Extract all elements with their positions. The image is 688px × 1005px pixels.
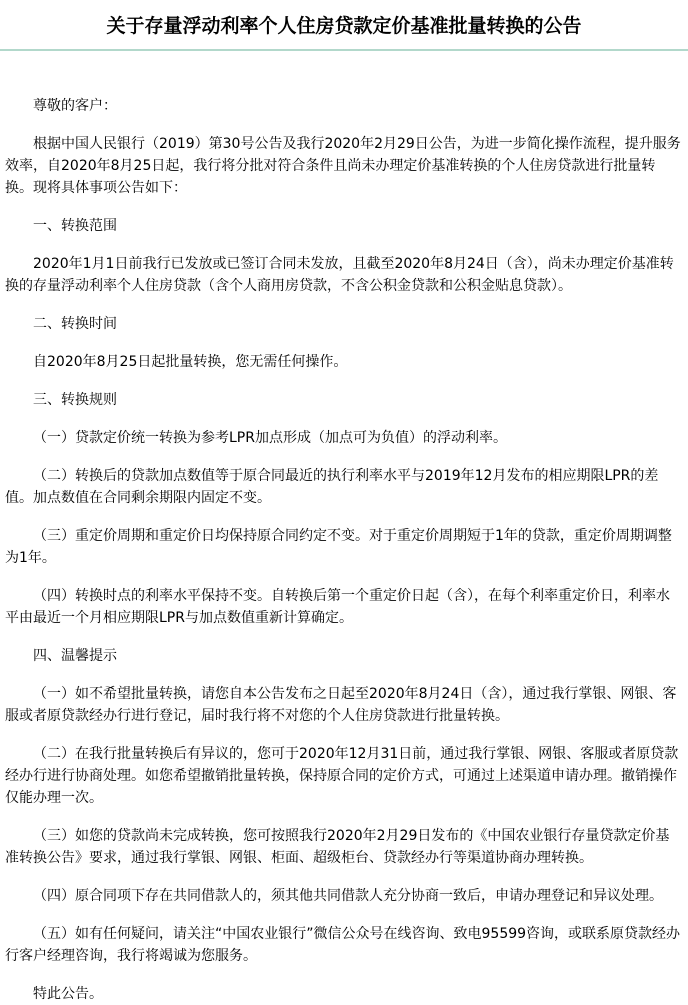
page-title: 关于存量浮动利率个人住房贷款定价基准批量转换的公告 [106,15,582,37]
paragraph: （五）如有任何疑问，请关注“中国农业银行”微信公众号在线咨询、致电95599咨询，或联系原贷款经办行客户经理咨询，我行将竭诚为您服务。 [5,926,681,964]
closing-paragraph: 特此公告。 [33,986,103,1002]
announcement-header [0,0,688,51]
paragraph: （四）原合同项下存在共同借款人的，须其他共同借款人充分协商一致后，申请办理登记和异议处理。 [33,888,663,904]
paragraph: 2020年1月1日前我行已发放或已签订合同未发放，且截至2020年8月24日（含），尚未办理定价基准转换的存量浮动利率个人住房贷款（含个人商用房贷款，不含公积金贷款和公积金贴息贷款）。 [5,256,674,294]
paragraph: （三）如您的贷款尚未完成转换，您可按照我行2020年2月29日发布的《中国农业银行存量贷款定价基准转换公告》要求，通过我行掌银、网银、柜面、超级柜台、贷款经办行等渠道协商办理转换。 [5,828,670,866]
paragraph: （一）如不希望批量转换，请您自本公告发布之日起至2020年8月24日（含），通过我行掌银、网银、客服或者原贷款经办行进行登记，届时我行将不对您的个人住房贷款进行批量转换。 [5,686,677,724]
salutation: 尊敬的客户： [33,98,117,114]
paragraph: （三）重定价周期和重定价日均保持原合同约定不变。对于重定价周期短于1年的贷款，重定价周期调整为1年。 [5,528,672,566]
announcement-body [0,95,688,1005]
paragraph: （二）转换后的贷款加点数值等于原合同最近的执行利率水平与2019年12月发布的相应期限LPR的差值。加点数值在合同剩余期限内固定不变。 [5,468,659,506]
intro-paragraph: 根据中国人民银行（2019）第30号公告及我行2020年2月29日公告，为进一步简化操作流程，提升服务效率，自2020年8月25日起，我行将分批对符合条件且尚未办理定价基准转换的个人住房贷款进行批量转换。现将具体事项公告如下： [5,136,681,196]
section-heading-time: 二、转换时间 [33,316,117,332]
paragraph: （一）贷款定价统一转换为参考LPR加点形成（加点可为负值）的浮动利率。 [33,430,507,446]
section-heading-rules: 三、转换规则 [33,392,117,408]
paragraph: （二）在我行批量转换后有异议的，您可于2020年12月31日前，通过我行掌银、网银、客服或者原贷款经办行进行协商处理。如您希望撤销批量转换，保持原合同的定价方式，可通过上述渠道申请办理。撤销操作仅能办理一次。 [5,746,679,806]
section-heading-tips: 四、温馨提示 [33,648,117,664]
section-heading-scope: 一、转换范围 [33,218,117,234]
paragraph: 自2020年8月25日起批量转换，您无需任何操作。 [33,354,348,370]
paragraph: （四）转换时点的利率水平保持不变。自转换后第一个重定价日起（含），在每个利率重定价日，利率水平由最近一个月相应期限LPR与加点数值重新计算确定。 [5,588,670,626]
